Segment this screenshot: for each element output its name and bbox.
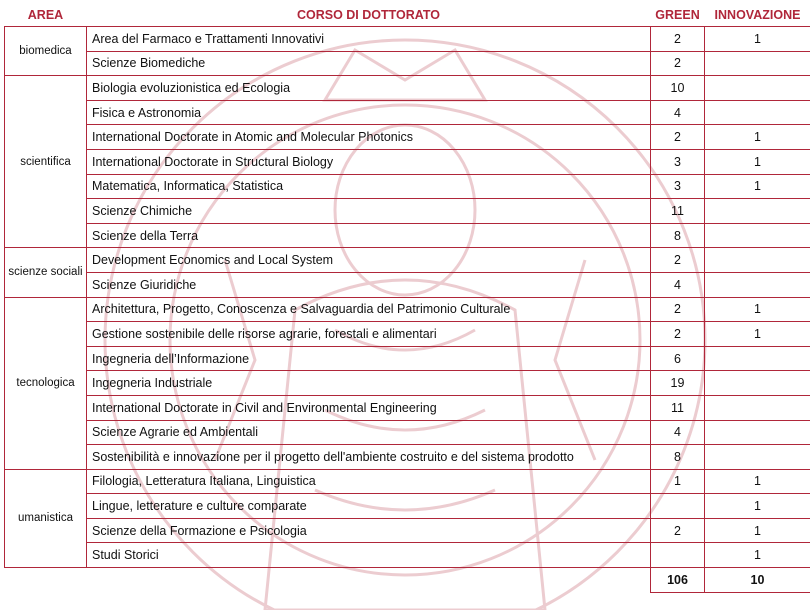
header-innovazione: INNOVAZIONE: [705, 4, 810, 27]
table-row: [5, 445, 810, 470]
green-count-cell: 2: [651, 297, 705, 322]
green-count-cell: 8: [651, 445, 705, 470]
innovazione-count-cell: [705, 420, 810, 445]
area-cell: scientifica: [5, 76, 87, 248]
totals-row: [5, 568, 810, 593]
course-cell: Studi Storici: [87, 543, 651, 568]
innovazione-count-cell: 1: [705, 518, 810, 543]
table-row: [5, 297, 810, 322]
innovazione-count-cell: [705, 223, 810, 248]
green-count-cell: 8: [651, 223, 705, 248]
green-count-cell: 10: [651, 76, 705, 101]
innovazione-count-cell: 1: [705, 322, 810, 347]
table-row: [5, 420, 810, 445]
table-row: [5, 371, 810, 396]
course-cell: Area del Farmaco e Trattamenti Innovativi: [87, 27, 651, 52]
green-count-cell: 1: [651, 469, 705, 494]
table-row: [5, 469, 810, 494]
course-cell: Scienze Biomediche: [87, 51, 651, 76]
green-count-cell: 2: [651, 27, 705, 52]
green-count-cell: 2: [651, 125, 705, 150]
innovazione-count-cell: [705, 100, 810, 125]
course-cell: Filologia, Letteratura Italiana, Linguistica: [87, 469, 651, 494]
green-count-cell: 6: [651, 346, 705, 371]
area-cell: biomedica: [5, 27, 87, 76]
course-cell: Scienze Agrarie ed Ambientali: [87, 420, 651, 445]
course-cell: Architettura, Progetto, Conoscenza e Salvaguardia del Patrimonio Culturale: [87, 297, 651, 322]
green-count-cell: 3: [651, 174, 705, 199]
innovazione-count-cell: [705, 371, 810, 396]
innovazione-count-cell: [705, 346, 810, 371]
innovazione-count-cell: [705, 248, 810, 273]
table-row: [5, 518, 810, 543]
innovazione-count-cell: 1: [705, 543, 810, 568]
area-cell: tecnologica: [5, 297, 87, 469]
table-row: [5, 100, 810, 125]
table-row: [5, 494, 810, 519]
course-cell: Matematica, Informatica, Statistica: [87, 174, 651, 199]
green-count-cell: 4: [651, 100, 705, 125]
green-count-cell: [651, 543, 705, 568]
course-cell: Scienze della Formazione e Psicologia: [87, 518, 651, 543]
header-area: AREA: [5, 4, 87, 27]
table-row: [5, 248, 810, 273]
doctorate-table: [4, 4, 810, 593]
innovazione-count-cell: 1: [705, 469, 810, 494]
innovazione-count-cell: [705, 76, 810, 101]
course-cell: Scienze Chimiche: [87, 199, 651, 224]
course-cell: Ingegneria Industriale: [87, 371, 651, 396]
totals-spacer: [87, 568, 651, 593]
innovazione-count-cell: [705, 51, 810, 76]
header-green: GREEN: [651, 4, 705, 27]
green-count-cell: 2: [651, 248, 705, 273]
table-row: [5, 51, 810, 76]
innovazione-count-cell: 1: [705, 174, 810, 199]
course-cell: Ingegneria dell’Informazione: [87, 346, 651, 371]
innovazione-count-cell: [705, 199, 810, 224]
area-cell: umanistica: [5, 469, 87, 567]
area-cell: scienze sociali: [5, 248, 87, 297]
green-count-cell: 11: [651, 395, 705, 420]
course-cell: Scienze Giuridiche: [87, 272, 651, 297]
green-count-cell: [651, 494, 705, 519]
table-row: [5, 223, 810, 248]
table-row: [5, 543, 810, 568]
green-count-cell: 2: [651, 51, 705, 76]
innovazione-count-cell: 1: [705, 297, 810, 322]
innovazione-count-cell: 1: [705, 27, 810, 52]
header-course: CORSO DI DOTTORATO: [87, 4, 651, 27]
course-cell: Biologia evoluzionistica ed Ecologia: [87, 76, 651, 101]
innovazione-count-cell: [705, 395, 810, 420]
table-row: [5, 395, 810, 420]
course-cell: Gestione sostenibile delle risorse agrarie, forestali e alimentari: [87, 322, 651, 347]
course-cell: Development Economics and Local System: [87, 248, 651, 273]
table-row: [5, 149, 810, 174]
table-row: [5, 27, 810, 52]
table-row: [5, 174, 810, 199]
table-row: [5, 346, 810, 371]
green-count-cell: 4: [651, 272, 705, 297]
table-row: [5, 272, 810, 297]
innovazione-count-cell: 1: [705, 494, 810, 519]
totals-spacer: [5, 568, 87, 593]
course-cell: Lingue, letterature e culture comparate: [87, 494, 651, 519]
green-count-cell: 19: [651, 371, 705, 396]
green-count-cell: 3: [651, 149, 705, 174]
innovazione-count-cell: [705, 272, 810, 297]
table-row: [5, 322, 810, 347]
table-row: [5, 199, 810, 224]
course-cell: Fisica e Astronomia: [87, 100, 651, 125]
course-cell: International Doctorate in Structural Biology: [87, 149, 651, 174]
total-green: 106: [651, 568, 705, 593]
course-cell: International Doctorate in Civil and Environmental Engineering: [87, 395, 651, 420]
total-innovazione: 10: [705, 568, 810, 593]
course-cell: Scienze della Terra: [87, 223, 651, 248]
green-count-cell: 2: [651, 322, 705, 347]
course-cell: International Doctorate in Atomic and Molecular Photonics: [87, 125, 651, 150]
innovazione-count-cell: 1: [705, 125, 810, 150]
green-count-cell: 11: [651, 199, 705, 224]
table-row: [5, 76, 810, 101]
header-row: [5, 4, 810, 27]
course-cell: Sostenibilità e innovazione per il progetto dell'ambiente costruito e del sistema prodotto: [87, 445, 651, 470]
green-count-cell: 4: [651, 420, 705, 445]
table-row: [5, 125, 810, 150]
green-count-cell: 2: [651, 518, 705, 543]
innovazione-count-cell: 1: [705, 149, 810, 174]
table-body: [5, 27, 810, 593]
innovazione-count-cell: [705, 445, 810, 470]
